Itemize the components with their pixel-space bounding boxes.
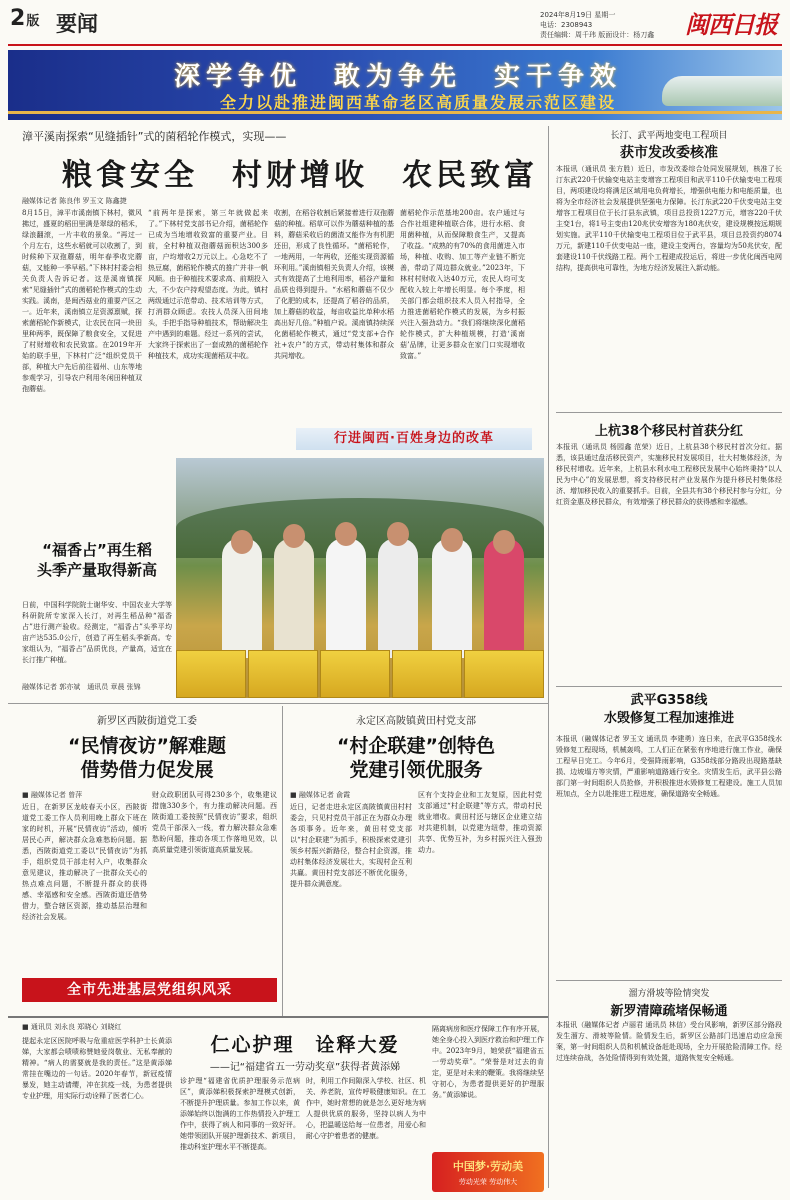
- photo-person: [274, 538, 314, 658]
- lead-col-1: 8月15日，漳平市溪南镇下林村，微风拂过，盛夏的稻田里满是翠绿的稻禾，绿浪翻滚，一片丰收的景象。“再过一个月左右，这些水稻就可以收割了，到时候种下双孢蘑菇，明年春季收完蘑菇，又能种一季早稻。”下林村村委会相关负责人告诉记者。这是溪南镇探索“见缝插针”式的菌稻轮作模式的生动实践。溪南，是闽西菇业的重要产区之一。近年来，溪南镇立足资源禀赋，探索菌稻轮作新模式，让农民在同一块田里种两季，既保障了粮食安全，又促进了村财增收和农民致富。在2019年开始的联手里，下林村广泛“组织党员干部，种植大户先后前往福州、山东等地参观学习，引导农户利用冬闲田种植双孢蘑菇。: [22, 209, 142, 393]
- section-rule: [556, 980, 782, 981]
- landslide-body: 本报讯（融媒体记者 卢丽君 通讯员 林信）受台风影响，新罗区部分路段发生溜方、滑坡等险情。险情发生后，新罗区公路部门迅速启动应急预案，第一时间组织人员和机械设备赶赴现场，全力开展抢险清障工作。经过连续奋战，各处险情得到有效处置，道路恢复安全畅通。: [556, 1021, 782, 1062]
- rice-sack: [176, 650, 246, 698]
- photo-head: [283, 524, 305, 548]
- photo-head: [231, 530, 253, 554]
- nurse-col-1: 提起永定区医院呼吸与危重症医学科护士长黄添娣，大家都会啧啧称赞她爱岗敬业、无私奉献的精神。“病人的需要就是我的责任。”这是黄添娣常挂在嘴边的一句话。2020年春节，新冠疫情暴发，她主动请缨，冲在抗疫一线，为患者提供专业护理，用实际行动诠释了医者仁心。: [22, 1037, 172, 1100]
- rice-byline: 融媒体记者 郭亦斌 通讯员 章晨 张锦: [22, 683, 141, 691]
- reform-ribbon: [296, 428, 532, 450]
- photo-head: [335, 522, 357, 546]
- lead-kicker: 漳平溪南探索“见缝插针”式的菌稻轮作模式，实现——: [22, 130, 287, 143]
- lead-col-2: “前两年是探索，第三年就做起来了。”下林村党支部书记介绍，菌稻轮作已成为当地增收致富的重要产业。目前，全村种植双孢蘑菇面积达300多亩，户均增收2万元以上。心急吃不了热豆腐，菌稻轮作模式的推广并非一帆风顺。由于种植技术要求高、前期投入大，不少农户持观望态度。为此，镇村两级通过示范带动、技术培训等方式，打消群众顾虑。农技人员深入田间地头，手把手指导种植技术，帮助解决生产中遇到的难题。经过一系列的尝试，大家终于探索出了一套成熟的菌稻轮作种植技术，成功实现菌稻双丰收。: [148, 209, 268, 360]
- huangtian-headline: “村企联建”创特色 党建引领优服务: [337, 735, 495, 781]
- nurse-col-3: 时，利用工作间隙深入学校、社区、机关、养老院，宣传呼吸健康知识。在工作中，她时常想的就是怎么更好地为病人提供优质的服务，坚持以病人为中心，把温暖送给每一位患者，用爱心和耐心守护着患者的健康。: [306, 1077, 426, 1140]
- landslide-kicker: 溜方滑坡等险情突发: [628, 989, 710, 999]
- lead-byline: 融媒体记者 陈良伟 罗玉文 陈鑫捷: [22, 197, 127, 205]
- section-rule: [8, 703, 548, 704]
- rice-sack: [248, 650, 318, 698]
- masthead-rule: [8, 44, 782, 46]
- power-kicker: 长汀、武平两地变电工程项目: [610, 131, 728, 141]
- nurse-subhead: ——记“福建省五一劳动奖章”获得者黄添娣: [209, 1062, 401, 1073]
- photo-head: [387, 522, 409, 546]
- rice-sack: [392, 650, 462, 698]
- landslide-headline: 新罗清障疏堵保畅通: [610, 1004, 728, 1019]
- newspaper-logo: 闽西日报: [685, 10, 777, 39]
- nurse-headline: 仁心护理 诠释大爱: [210, 1034, 400, 1056]
- rice-headline: “福香占”再生稻 头季产量取得新高: [36, 541, 157, 579]
- nurse-byline: ■ 通讯员 刘永良 郑晓心 刘晓红: [22, 1023, 122, 1031]
- page-number: 2版: [10, 6, 41, 31]
- power-headline: 获市发改委核准: [620, 145, 718, 161]
- section-rule: [556, 686, 782, 687]
- section-title: 要闻: [56, 12, 98, 36]
- photo-person: [432, 538, 472, 658]
- road-headline: 武平G358线 水毁修复工程加速推进: [603, 693, 734, 726]
- party-org-footer: 全市先进基层党组织风采: [22, 978, 277, 1002]
- road-body: 本报讯（融媒体记者 罗玉文 通讯员 李建勇）连日来，在武平G358线水毁修复工程现场，机械轰鸣，工人们正在紧张有序地进行施工作业，确保工程早日完工。今年6月，受强降雨影响，G358线部分路段出现路基缺损、边坡塌方等灾情，严重影响道路通行安全。灾情发生后，武平县公路部门第一时间组织人员抢修，并积极推进水毁修复工程建设。施工人员加班加点，全力以赴推进工程进度，确保道路安全畅通。: [556, 735, 782, 798]
- huangtian-body-2: 区有个支持企业和工友复原，因此村党支部通过“村企联建”等方式，带动村民就业增收。黄田村还与辖区企业建立结对共建机制，以党建为纽带，推动资源共享、优势互补，为乡村振兴注入强劲动力。: [418, 791, 542, 854]
- photo-head: [493, 530, 515, 554]
- lead-col-4: 菌稻轮作示范基地200亩。农户通过与合作社组建种植联合体，进行水稻、食用菌种植，从而保障粮食生产，又提高了收益。“成熟的有70%的食用菌进入市场，种植、收购、加工等产业链不断完善，带动了周边群众就业。”2023年，下林村村财收入达40万元，农民人均可支配收入较上年增长明显。每个季度，相关部门都会组织技术人员入村指导，全力推进菌稻轮作模式的发展，为乡村振兴注入强劲动力。“我们将继续深化菌稻轮作模式，扩大种植规模，打造‘溪南菇’品牌，让更多群众在家门口实现增收致富。”: [400, 209, 525, 360]
- banner-slogan: 深学争优 敢为争先 实干争效: [173, 62, 622, 92]
- power-body: 本报讯（通讯员 张方胜）近日，市发改委综合处同发展规划，核准了长汀东武220千伏输变电站主变增容工程项目和武平110千伏输变电工程项目，两项建设均将满足区域用电负荷增长，增强供电能力和电能质量，也将为全市经济社会发展提供坚强电力保障。长汀东武220千伏变电站主变增容工程项目位于长汀县东武镇，项目总投资1227万元，增容220千伏主变1台，将1号主变由120兆伏安增容为180兆伏安，建设规模按远期规划实施。武平110千伏输变电工程项目位于武平县，项目总投资约8074万元，新建110千伏变电站一座，建设主变两台，容量均为50兆伏安，配套建设110千伏线路工程。两个工程建成投运后，将进一步优化闽西电网结构，提高供电可靠性，为地方经济发展注入新动能。: [556, 165, 782, 272]
- reform-ribbon-text: 行进闽西·百姓身边的改革: [334, 431, 494, 446]
- xipi-body-2: 财众政职团队可得230多个，收集建议措施330多个，有力推动解决问题。西陂街道工委按照“民情夜访”要求，组织党员干部深入一线，着力解决群众急难愁盼问题，推动各项工作落地见效，以高质量党建引领街道高质量发展。: [152, 791, 277, 854]
- photo-person: [326, 538, 366, 658]
- rice-sack: [464, 650, 544, 698]
- photo-person: [378, 538, 418, 658]
- lead-headline: 粮食安全 村财增收 农民致富: [62, 158, 538, 193]
- huangtian-kicker: 永定区高陂镇黄田村党支部: [356, 716, 476, 727]
- xipi-byline: ■ 融媒体记者 曾萍: [22, 791, 83, 799]
- rice-sack: [320, 650, 390, 698]
- huangtian-body: 近日，记者走进永定区高陂镇黄田村村委会，只见村党员干部正在为群众办理各项事务。近年来，黄田村党支部以“村企联建”为抓手，积极探索党建引领乡村振兴新路径，整合村企资源，推动村集体经济发展壮大，实现村企互利共赢。黄田村党支部还不断优化服务，提升群众满意度。: [290, 803, 412, 888]
- column-rule: [282, 706, 283, 1016]
- nurse-col-2: 诊护理“福建省优质护理服务示范病区”，黄添娣积极探索护理模式创新，不断提升护理质量。参加工作以来，黄添娣始终以饱满的工作热情投入护理工作中，获得了病人和同事的一致好评。她带领团队开展护理新技术、新项目，推动科室护理水平不断提高。: [180, 1077, 300, 1151]
- xipi-body: 近日，在新罗区龙岐春天小区，西陂街道党工委工作人员利用晚上群众下班在家的时机，开展“民情夜访”活动，倾听居民心声，解决群众急难愁盼问题。据悉，西陂街道党工委以“民情夜访”为抓手，组织党员干部走村入户，收集群众意见建议，推动解决了一批群众关心的热点难点问题，不断提升群众的获得感、幸福感和安全感。西陂街道还借势借力，整合辖区资源，推动基层治理和经济社会发展。: [22, 803, 147, 921]
- banner-subslogan: 全力以赴推进闽西革命老区高质量发展示范区建设: [219, 93, 616, 112]
- issue-meta: 2024年8月19日 星期一 电话：2308943 责任编辑：周千玮 版面设计：杨刀鑫: [540, 11, 655, 39]
- labor-emblem: [432, 1152, 544, 1192]
- harvest-photo: [176, 458, 544, 698]
- photo-person: [222, 538, 262, 658]
- labor-emblem-sub: 劳动光荣 劳动伟大: [458, 1178, 518, 1186]
- lead-col-3: 收割，在稻谷收割后紧接着进行双孢蘑菇的种植。稻草可以作为蘑菇种植的基料，蘑菇采收后的菌渣又能作为有机肥还田，形成了良性循环。“菌稻轮作，一地两用，一年两收，还能实现资源循环利用。”溪南镇相关负责人介绍，该模式有效提高了土地利用率，稻谷产量和品质也得到提升。“水稻和蘑菇不仅少了化肥的成本，还提高了稻谷的品质，加上蘑菇的收益，每亩收益比单种水稻高出好几倍。”种植户说。溪南镇持续深化菌稻轮作模式，通过“党支部+合作社+农户”的方式，带动村集体和群众共同增收。: [274, 209, 394, 360]
- section-rule: [8, 1016, 548, 1018]
- campaign-banner: [8, 50, 782, 120]
- column-rule: [548, 126, 549, 1188]
- rice-body: 日前，中国科学院院士谢华安、中国农业大学等科研院所专家深入长汀，对再生稻品种“福香占”进行测产验收。经测定，“福香占”头季平均亩产达535.0公斤，创造了再生稻头季新高。专家组认为，“福香占”品质优良，产量高，适宜在长汀推广种植。: [22, 601, 172, 664]
- xipi-kicker: 新罗区西陂街道党工委: [97, 716, 197, 727]
- section-rule: [556, 412, 782, 413]
- xipi-headline: “民情夜访”解难题 借势借力促发展: [68, 735, 226, 781]
- photo-person: [484, 538, 524, 658]
- labor-emblem-title: 中国梦·劳动美: [452, 1160, 524, 1173]
- huangtian-byline: ■ 融媒体记者 俞霞: [290, 791, 351, 799]
- migrant-body: 本报讯（通讯员 杨园鑫 范荣）近日，上杭县38个移民村首次分红。据悉，该县通过盘活移民资产，实施移民村发展项目，壮大村集体经济，为移民村增收。近年来，上杭县水利水电工程移民发展中心始终秉持“以人民为中心”的发展思想，将支持移民村产业发展作为提升移民村集体经济、增加移民收入的重要抓手。目前，全县共有38个移民村参与分红，分红资金惠及移民群众，有效增强了移民群众的获得感和幸福感。: [556, 443, 782, 506]
- nurse-col-4: 隔离病房和医疗保障工作有序开展，她全身心投入到医疗救治和护理工作中。2023年9月，她荣获“福建省五一劳动奖章”。“荣誉是对过去的肯定，更是对未来的鞭策。我将继续坚守初心，为患者提供更好的护理服务。”黄添娣说。: [432, 1025, 544, 1099]
- migrant-headline: 上杭38个移民村首获分红: [594, 424, 744, 439]
- photo-head: [441, 528, 463, 552]
